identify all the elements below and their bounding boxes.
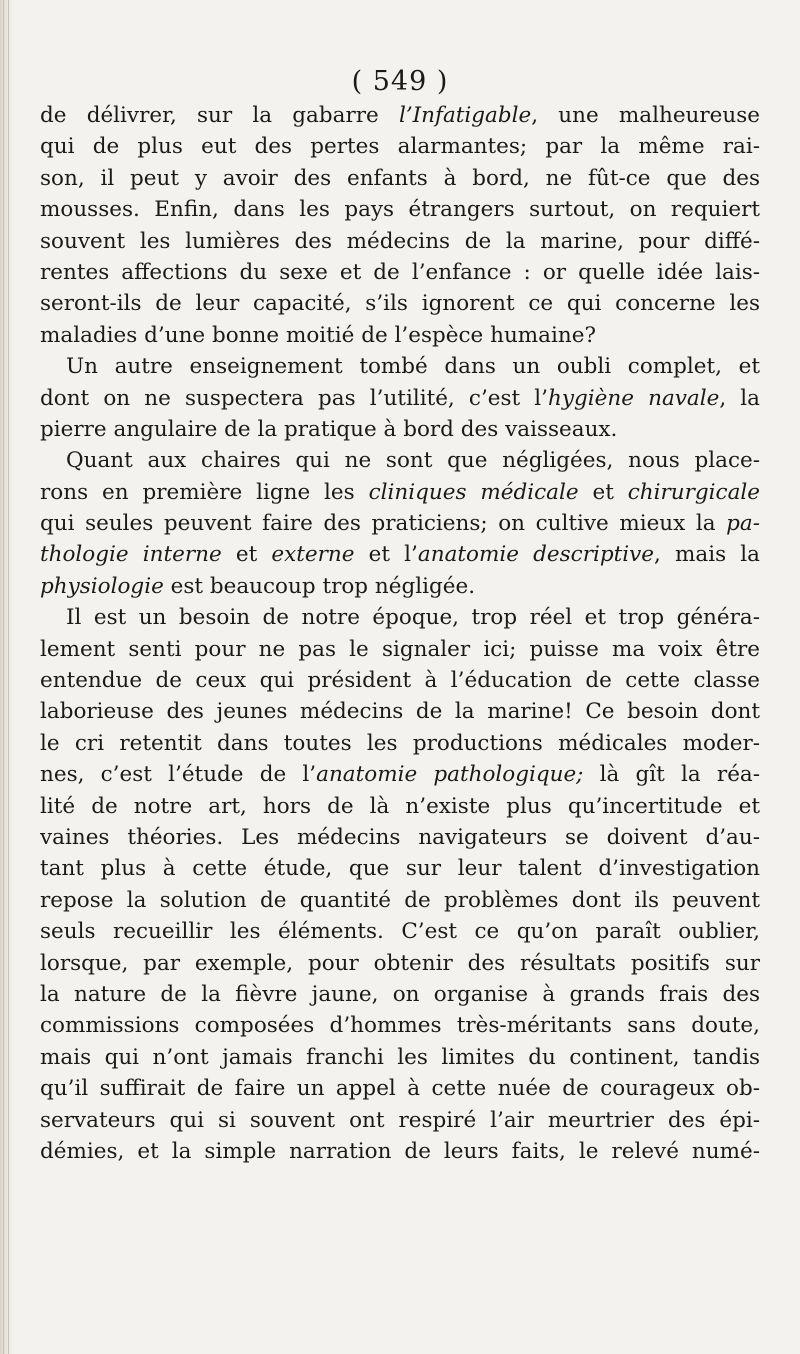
text-line [40, 445, 760, 476]
text-line [40, 759, 760, 790]
text-line [40, 351, 760, 382]
italic-text: anatomie pathologique; [316, 762, 584, 788]
text-segment: lité de notre art, hors de là n’existe plus qu’incertitude et [40, 793, 760, 819]
text-segment: le cri retentit dans toutes les productions médicales moder- [40, 730, 760, 756]
italic-text: cliniques médicale [368, 479, 579, 505]
text-segment: laborieuse des jeunes médecins de la marine! Ce besoin dont [40, 699, 760, 725]
text-segment: dont on ne suspectera pas l’utilité, c’est l’ [40, 385, 549, 411]
page-number: ( 549 ) [351, 66, 449, 97]
text-segment: et [578, 479, 628, 505]
text-line [40, 131, 760, 162]
text-segment: de délivrer, sur la gabarre [40, 103, 399, 128]
text-line [40, 477, 760, 508]
text-line [40, 948, 760, 979]
italic-text: chirurgicale [627, 479, 760, 505]
text-segment: lorsque, par exemple, pour obtenir des résultats positifs sur [40, 950, 760, 976]
text-segment: Il est un besoin de notre époque, trop réel et trop généra- [66, 605, 760, 631]
page-edge-line [3, 0, 4, 1354]
body-text [40, 100, 760, 1167]
text-line [40, 665, 760, 696]
text-segment: , une malheureuse [531, 103, 760, 128]
text-line [40, 1010, 760, 1041]
text-segment: seuls recueillir les éléments. C’est ce qu’on paraît oublier, [40, 919, 760, 945]
text-segment: souvent les lumières des médecins de la marine, pour diffé- [40, 228, 760, 254]
text-segment: repose la solution de quantité de problèmes dont ils peuvent [40, 887, 760, 913]
text-segment: qu’il suffirait de faire un appel à cette nuée de courageux ob- [40, 1076, 760, 1102]
italic-text: l’Infatigable [398, 103, 532, 128]
text-segment: et [221, 542, 272, 568]
text-line [40, 979, 760, 1010]
text-segment: mousses. Enfin, dans les pays étrangers surtout, on requiert [40, 197, 760, 223]
text-line [40, 853, 760, 884]
text-segment: entendue de ceux qui président à l’éducation de cette classe [40, 668, 760, 694]
italic-text: externe [271, 542, 355, 568]
text-line [40, 885, 760, 916]
text-line [40, 728, 760, 759]
text-segment: là gît la réa- [583, 762, 760, 788]
text-line [40, 602, 760, 633]
italic-text: anatomie descriptive [417, 542, 654, 568]
text-segment: tant plus à cette étude, que sur leur talent d’investigation [40, 856, 760, 882]
text-line [40, 1105, 760, 1136]
text-line [40, 100, 760, 131]
text-line [40, 571, 760, 602]
text-segment: maladies d’une bonne moitié de l’espèce humaine? [40, 322, 596, 348]
text-line [40, 226, 760, 257]
text-line [40, 257, 760, 288]
text-line [40, 1136, 760, 1167]
text-segment: nes, c’est l’étude de l’ [40, 762, 317, 788]
text-segment: démies, et la simple narration de leurs faits, le relevé numé- [40, 1138, 760, 1164]
text-segment: pierre angulaire de la pratique à bord des vaisseaux. [40, 416, 618, 442]
text-segment: , mais la [654, 542, 760, 568]
text-line [40, 414, 760, 445]
text-segment: vaines théories. Les médecins navigateurs se doivent d’au- [40, 824, 760, 850]
text-segment: Un autre enseignement tombé dans un oubli complet, et [66, 354, 760, 380]
text-line [40, 1073, 760, 1104]
italic-text: hygiène navale [548, 385, 720, 411]
text-line [40, 791, 760, 822]
text-line [40, 508, 760, 539]
text-segment: seront-ils de leur capacité, s’ils ignorent ce qui concerne les [40, 291, 760, 317]
italic-text: thologie interne [40, 542, 222, 568]
text-line [40, 320, 760, 351]
text-segment: Quant aux chaires qui ne sont que négligées, nous place- [66, 448, 760, 474]
text-segment: et l’ [354, 542, 418, 568]
italic-text: pa- [726, 511, 760, 537]
text-segment: commissions composées d’hommes très-méritants sans doute, [40, 1013, 760, 1039]
text-line [40, 916, 760, 947]
text-segment: , la [719, 385, 760, 411]
text-segment: rentes affections du sexe et de l’enfance : or quelle idée lais- [40, 259, 760, 285]
text-line [40, 288, 760, 319]
text-segment: est beaucoup trop négligée. [163, 573, 476, 599]
text-line [40, 634, 760, 665]
text-segment: mais qui n’ont jamais franchi les limites du continent, tandis [40, 1044, 760, 1070]
page-edge-line [8, 0, 9, 1354]
text-segment: qui de plus eut des pertes alarmantes; par la même rai- [40, 134, 760, 160]
text-line [40, 696, 760, 727]
text-line [40, 383, 760, 414]
text-segment: la nature de la fièvre jaune, on organise à grands frais des [40, 981, 760, 1007]
text-segment: rons en première ligne les [40, 479, 369, 505]
text-line [40, 1042, 760, 1073]
text-line [40, 163, 760, 194]
text-line [40, 822, 760, 853]
text-segment: servateurs qui si souvent ont respiré l’air meurtrier des épi- [40, 1107, 760, 1133]
text-segment: son, il peut y avoir des enfants à bord, ne fût-ce que des [40, 165, 760, 191]
text-line [40, 539, 760, 570]
italic-text: physiologie [40, 573, 164, 599]
text-line [40, 194, 760, 225]
text-segment: qui seules peuvent faire des praticiens; on cultive mieux la [40, 511, 727, 537]
text-segment: lement senti pour ne pas le signaler ici; puisse ma voix être [40, 636, 760, 662]
